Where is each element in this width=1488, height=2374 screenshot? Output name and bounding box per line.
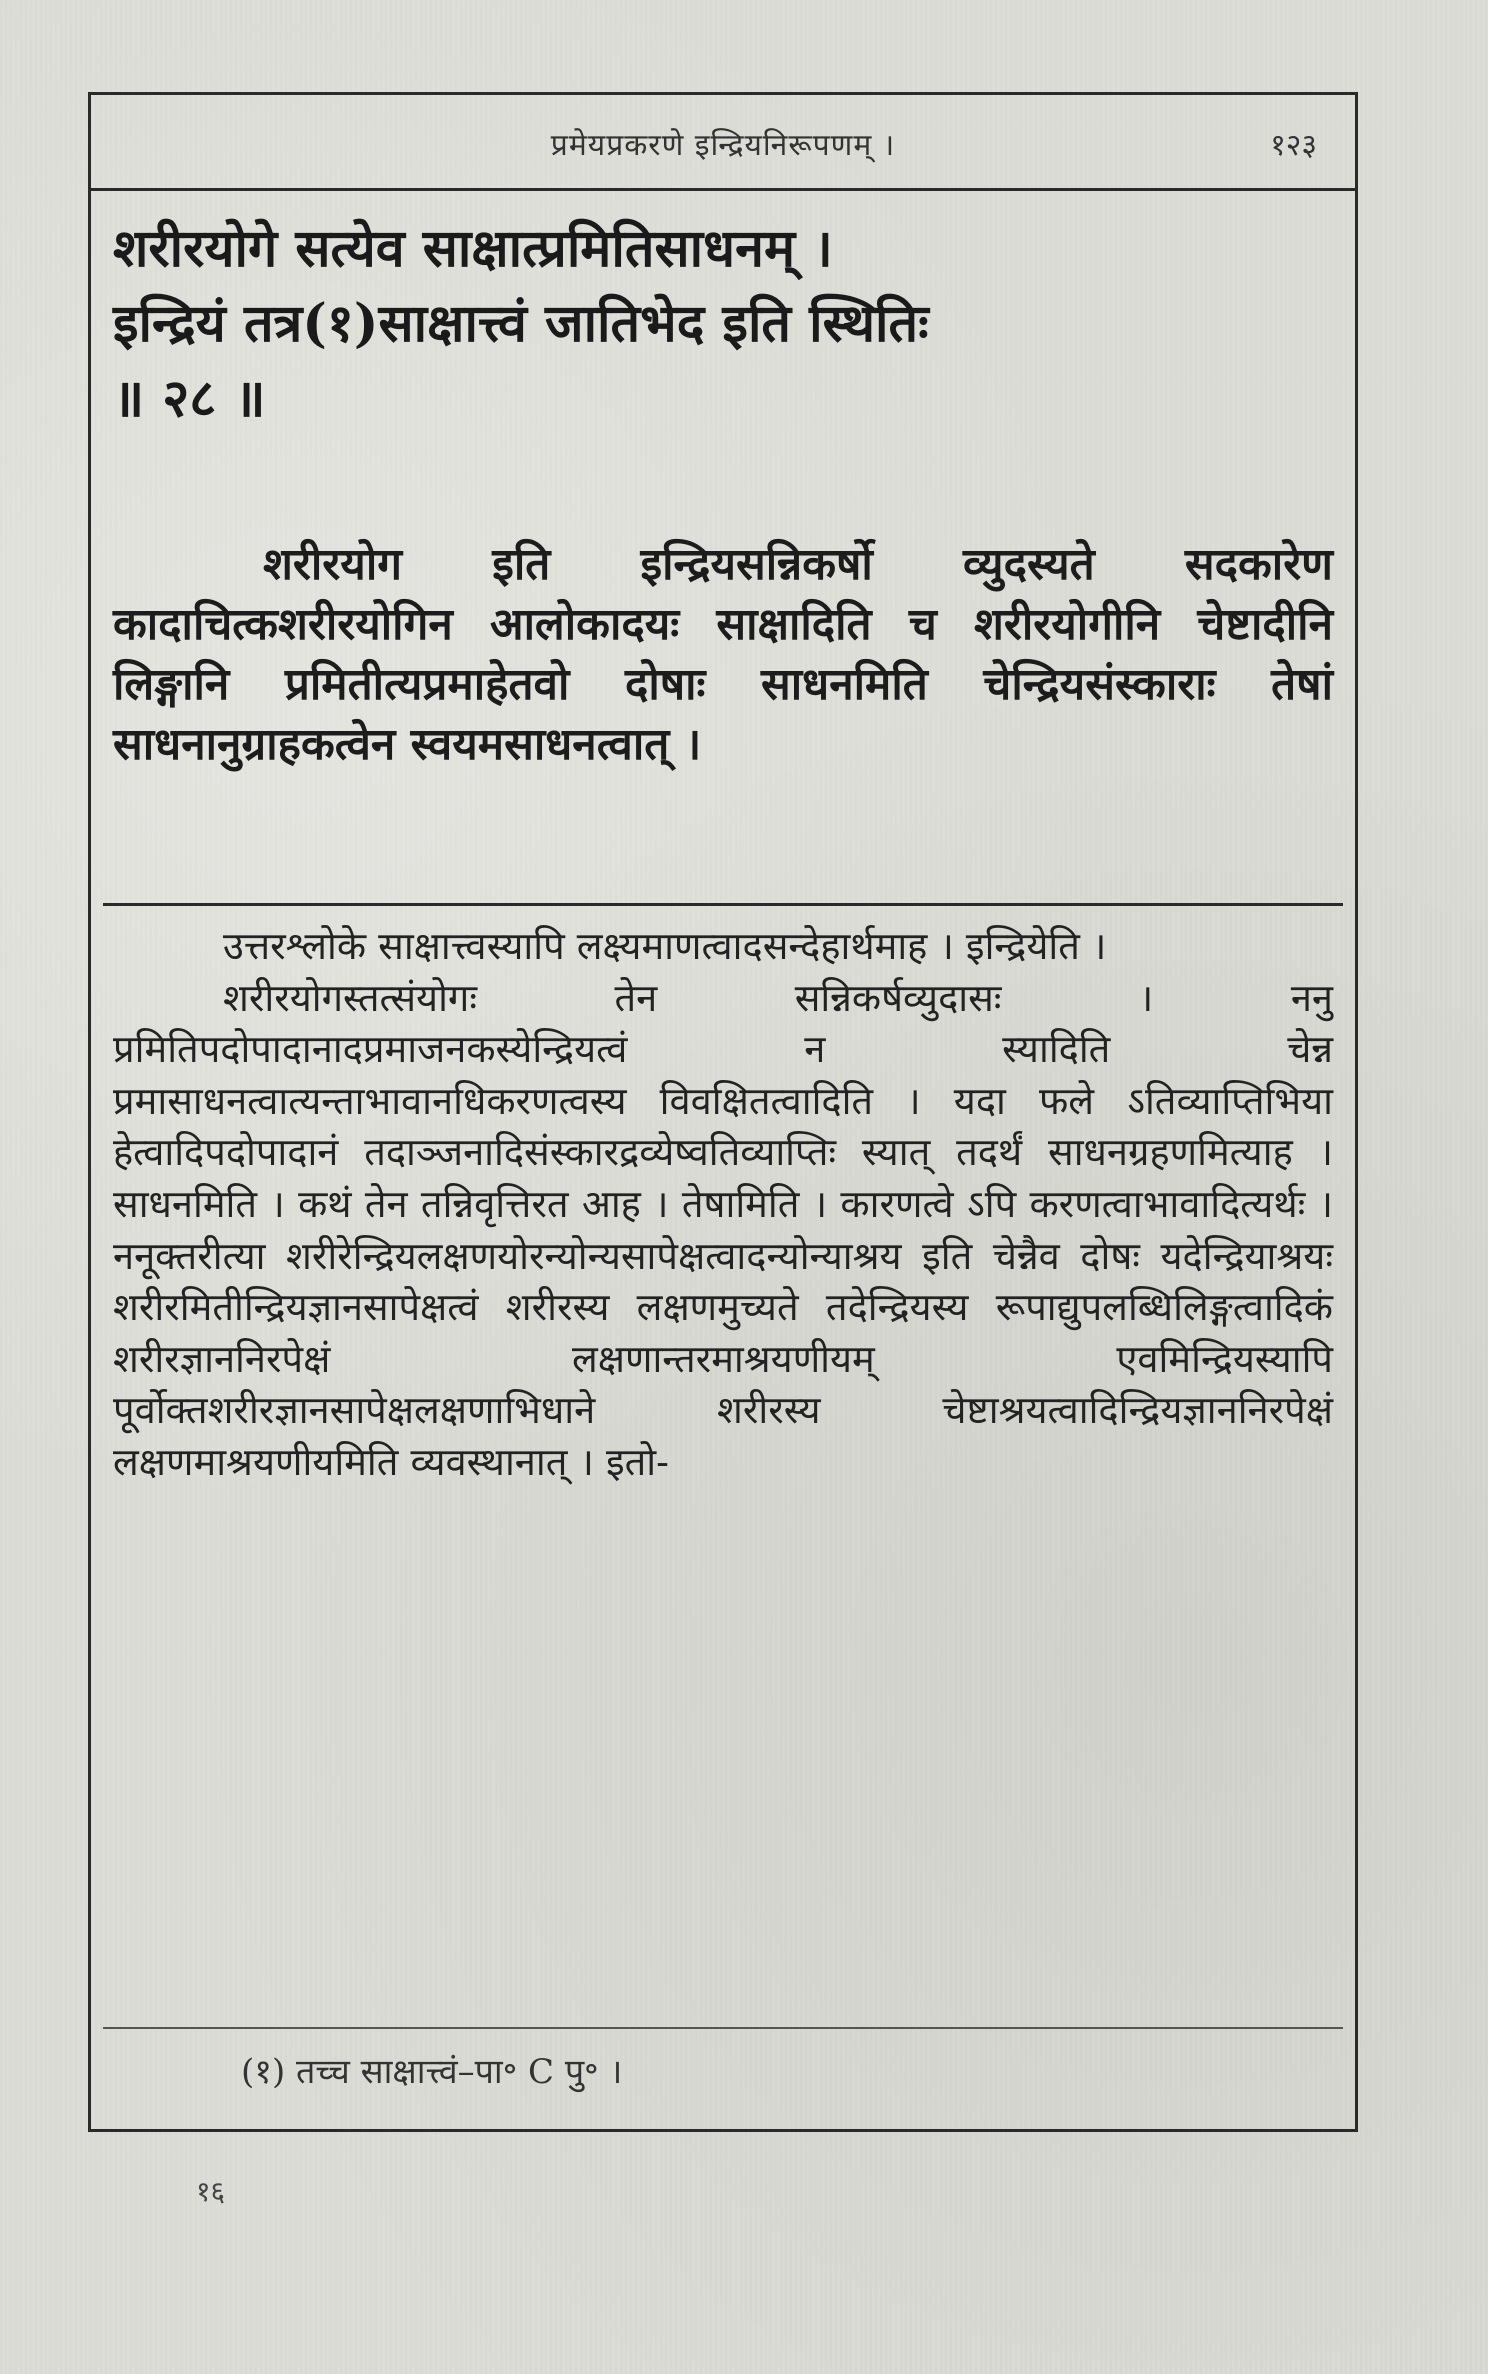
gloss-paragraph: उत्तरश्लोके साक्षात्त्वस्यापि लक्ष्यमाणत्वादसन्देहार्थमाह । इन्द्रियेति । xyxy=(223,924,1107,968)
gloss-paragraph: शरीरयोगस्तत्संयोगः तेन सन्निकर्षव्युदासः । ननु प्रमितिपदोपादानादप्रमाजनकस्येन्द्रियत्वं न स्यादिति चेन्न प्रमासाधनत्वात्यन्ताभावानधिकरणत्वस्य विवक्षितत्वादिति । यदा फले ऽतिव्याप्तिभिया हेत्वादिपदोपादानं तदाञ्जनादिसंस्कारद्रव्येष्वतिव्याप्तिः स्यात् तदर्थं साधनग्रहणमित्याह । साधनमिति । कथं तेन तन्निवृत्तिरत आह । तेषामिति । कारणत्वे ऽपि करणत्वाभावादित्यर्थः । ननूक्तरीत्या शरीरेन्द्रियलक्षणयोरन्योन्यसापेक्षत्वादन्योन्याश्रय इति चेन्नैव दोषः यदेन्द्रियाश्रयः शरीरमितीन्द्रियज्ञानसापेक्षत्वं शरीरस्य लक्षणमुच्यते तदेन्द्रियस्य रूपाद्युपलब्धिलिङ्गत्वादिकं शरीरज्ञाननिरपेक्षं लक्षणान्तरमाश्रयणीयम् एवमिन्द्रियस्यापि पूर्वोक्तशरीरज्ञानसापेक्षलक्षणाभिधाने शरीरस्य चेष्टाश्रयत्वादिन्द्रियज्ञाननिरपेक्षं लक्षणमाश्रयणीयमिति व्यवस्थानात् । इतो- xyxy=(113,975,1333,1484)
verse-line: इन्द्रियं तत्र(१)साक्षात्त्वं जातिभेद इति स्थितिः xyxy=(113,293,929,354)
verse-karika xyxy=(113,211,1333,436)
running-head xyxy=(91,95,1355,191)
section-divider xyxy=(103,903,1343,906)
commentary-paragraph: शरीरयोग इति इन्द्रियसन्निकर्षो व्युदस्यते सदकारेण कादाचित्कशरीरयोगिन आलोकादयः साक्षादिति च शरीरयोगीनि चेष्टादीनि लिङ्गानि प्रमितीत्यप्रमाहेतवो दोषाः साधनमिति चेन्द्रियसंस्काराः तेषां साधनानुग्राहकत्वेन स्वयमसाधनत्वात् । xyxy=(113,539,1333,770)
footnote-divider xyxy=(103,2027,1343,2029)
verse-number: ॥ २८ ॥ xyxy=(113,368,266,429)
verse-line: शरीरयोगे सत्येव साक्षात्प्रमितिसाधनम् । xyxy=(113,218,833,279)
footnote: (१) तच्च साक्षात्त्वं–पा॰ C पु॰ । xyxy=(241,2052,623,2092)
running-title: प्रमेयप्रकरणे इन्द्रियनिरूपणम् । xyxy=(550,128,896,163)
page-frame xyxy=(88,92,1358,2132)
sub-commentary xyxy=(113,921,1333,1489)
signature-mark: १६ xyxy=(196,2175,226,2208)
page-number: १२३ xyxy=(1270,128,1317,163)
